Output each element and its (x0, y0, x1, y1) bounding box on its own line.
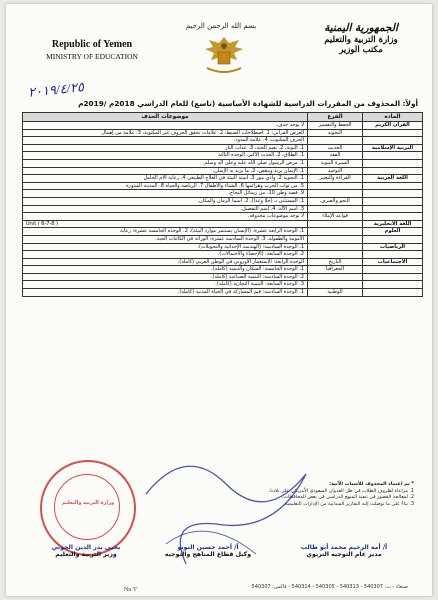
note-line: * تم اعتماد المحذوف للأسباب الآتية: (329, 482, 414, 487)
row-topics: 1. الإيمان يزيد وينقص، 2. ما يزيد به الإيمان. (23, 167, 308, 175)
col-branch-header: الفرع (308, 113, 363, 122)
signature-middle-name: أ/ أحمد حسين النونو (177, 544, 239, 551)
header-right (302, 22, 420, 55)
row-topics: 1. التجويد 2. وادي مور 3. اتمتة البيئة في العلاج الطبيعي 4. رعاية الأم الحامل (23, 175, 308, 183)
row-topics: لا يوجد حذف. (23, 122, 308, 130)
table-row (23, 235, 423, 243)
table-row (23, 152, 423, 160)
row-subject (363, 251, 423, 259)
table-row (23, 258, 423, 266)
deletions-table (22, 112, 423, 297)
row-branch: التوحيد (308, 167, 363, 175)
row-topics: Unit ( 6-7-8 ) (23, 220, 308, 228)
row-subject (363, 266, 423, 274)
note-line: 1. مراعاة لظروف الطلاب في ظل العدوان السعودي الأمريكي على بلادنا. (268, 488, 414, 494)
table-row (23, 213, 423, 221)
row-branch (308, 281, 363, 289)
table-row (23, 205, 423, 213)
signature-middle (148, 544, 268, 558)
signature-right-title: مدير عام التوجيه التربوي (306, 551, 382, 558)
col-topics-header: موضوعات الحذف (23, 113, 308, 122)
row-subject: التربية الإسلامية (363, 144, 423, 152)
col-subject-header: المادة (363, 113, 423, 122)
table-row (23, 251, 423, 259)
document-page (6, 4, 432, 596)
row-branch: الحديث (308, 144, 363, 152)
row-topics: 3. الوحدة السابعة: التنمية التجارية (كاملة). (23, 281, 308, 289)
yemen-emblem-icon (199, 34, 249, 78)
table-row (23, 220, 423, 228)
row-subject (363, 273, 423, 281)
table-row (23, 144, 423, 152)
row-subject (363, 235, 423, 243)
table-row (23, 243, 423, 251)
table-row (23, 190, 423, 198)
document-title: أولاً: المحذوف من المقررات الدراسية للشهادة الأساسية (تاسع) للعام الدراسي 2018م /2019م (78, 99, 418, 108)
table-row (23, 175, 423, 183)
table-row (23, 182, 423, 190)
table-row (23, 228, 423, 236)
row-subject: الرياضيات (363, 243, 423, 251)
table-row (23, 266, 423, 274)
signature-left (26, 544, 146, 558)
row-topics: العرض القرآني: 1. اصطلاحات الضبط، 2. علامات تحقق الحروف غير المكتوبة، 3. علامة من إهمال (23, 129, 308, 137)
row-branch: قواعد الإملاء (308, 213, 363, 221)
row-topics: 1. الطلاق، 2. الحدث الأكبر، الوحدة الثالثة (23, 152, 308, 160)
row-topics: 5. من ثواب الحرب وهزائمها 6. الشتاء والأطفال 7. الرياضة والحياة 8. المدينة المدورة (23, 182, 308, 190)
row-branch (308, 205, 363, 213)
row-topics: لا توجد موضوعات محذوفة. (23, 213, 308, 221)
row-subject (363, 167, 423, 175)
row-subject: اللغة العربية (363, 175, 423, 183)
row-subject (363, 213, 423, 221)
row-branch: الوطنية (308, 289, 363, 297)
official-stamp (40, 460, 136, 556)
signature-middle-title: وكيل قطاع المناهج والتوجيه (164, 551, 252, 558)
row-branch (308, 235, 363, 243)
ministry-label: MINISTRY OF EDUCATION (46, 52, 138, 61)
header-left (32, 39, 152, 61)
row-topics: 2. الوحدة السادسة: التنمية الصناعية (كاملة). (23, 273, 308, 281)
basmala: بسم الله الرحمن الرحيم (185, 22, 257, 30)
table-row (23, 122, 423, 130)
row-subject (363, 182, 423, 190)
office-label-ar: مكتب الوزير (339, 45, 383, 55)
signature-left-title: وزير التربية والتعليم (55, 551, 117, 558)
row-topics: 1. التوبة، 2. نعيم الجنة، 3. عذاب النار (23, 144, 308, 152)
row-branch: الجغرافيا (308, 266, 363, 274)
row-subject (363, 281, 423, 289)
table-header-row (23, 113, 423, 122)
republic-label-ar: الجمهورية اليمنية (324, 22, 398, 34)
footer-contact: صنعاء - ت: 540307 - 540313 - 540305 - 540314 - فاكس: 540307 (251, 584, 408, 590)
note-line: 2. لمعالجة القصور في تنفيذ المنهج الدراسي في بعض المحافظات. (281, 495, 414, 501)
row-branch: النحو والصرف (308, 197, 363, 205)
row-subject (363, 137, 423, 145)
table-row (23, 289, 423, 297)
row-topics: الأمومة والطفولة، 3. الوحدة السادسة عشرة: الوراثة في الكائنات الحية. (23, 235, 308, 243)
row-branch (308, 182, 363, 190)
signature-right (284, 544, 404, 558)
row-subject: العلوم (363, 228, 423, 236)
republic-label: Republic of Yemen (51, 39, 133, 50)
row-branch (308, 228, 363, 236)
row-branch (308, 273, 363, 281)
notes-section (114, 482, 414, 508)
row-subject: اللغة الانجليزية (363, 220, 423, 228)
ministry-label-ar: وزارة التربية والتعليم (324, 35, 398, 45)
row-topics: 9. قصة وطن 10. من رسائل النجاح. (23, 190, 308, 198)
row-subject: القرآن الكريم (363, 122, 423, 130)
row-topics: 2. الوحدة السابعة: (الإحصاء والاحتمالات). (23, 251, 308, 259)
row-branch: السيرة النبوية (308, 159, 363, 167)
row-topics: 1. الوحدة الرابعة عشرة: (الإنسان يستثمر موارد البيئة)، 2. الوحدة الخامسة عشرة: رعاية (23, 228, 308, 236)
row-subject (363, 129, 423, 137)
table-row (23, 281, 423, 289)
row-topics: الوحدة الرابعة: الاستعمار الأوروبي في الوطن العربي (كاملة). (23, 258, 308, 266)
row-branch (308, 190, 363, 198)
row-subject (363, 197, 423, 205)
row-branch: القراءة والتعبير (308, 175, 363, 183)
table-row (23, 129, 423, 137)
row-branch: التاريخ (308, 258, 363, 266)
row-topics: 1. مرض الرسول صلى الله عليه وعلى آله وسلم. (23, 159, 308, 167)
table-row (23, 137, 423, 145)
row-topics: 1. المستثنى بـ (خلا وعدا)، 2. أسما الزمان والمكان. (23, 197, 308, 205)
row-subject (363, 190, 423, 198)
row-subject (363, 152, 423, 160)
row-topics: 1. الوحدة الخامسة: السكان والتنمية (كاملة). (23, 266, 308, 274)
signature-right-name: أ/ أمة الرحيم محمد أبو طالب (300, 544, 388, 551)
row-branch (308, 137, 363, 145)
row-branch: الحفظ والتفسير (308, 122, 363, 130)
table-row (23, 167, 423, 175)
table-row (23, 273, 423, 281)
row-subject: الاجتماعيات (363, 258, 423, 266)
handwritten-date: ٢٠١٩/٤/٢٥ (27, 79, 85, 100)
row-topics: 1. الوحدة السادسة: قيم المشاركة في الحياة المدنية (كاملة). (23, 289, 308, 297)
row-branch (308, 243, 363, 251)
row-topics: 3. اسم الآلة، 4. اسم التفضيل. (23, 205, 308, 213)
table-row (23, 159, 423, 167)
row-topics: الحرف المكتوب، 4. علامة المدود. (23, 137, 308, 145)
row-branch (308, 251, 363, 259)
row-subject (363, 205, 423, 213)
row-branch: التجويد (308, 129, 363, 137)
row-branch: الفقه (308, 152, 363, 160)
signature-left-name: يحيى بدر الدين الحوثي (51, 544, 121, 551)
table-row (23, 197, 423, 205)
note-line: 3. بناءً على ما توصلت إليه التقارير الميدانية من الإدارات التعليمية. (283, 501, 414, 507)
row-branch (308, 220, 363, 228)
stamp-text: وزارة التربية والتعليم (61, 500, 115, 506)
row-subject (363, 289, 423, 297)
row-subject (363, 159, 423, 167)
row-topics: 1. الوحدة السادسة: (الهندسة الإحداثية والتحويلات). (23, 243, 308, 251)
page-number: No 'I' (124, 587, 137, 593)
